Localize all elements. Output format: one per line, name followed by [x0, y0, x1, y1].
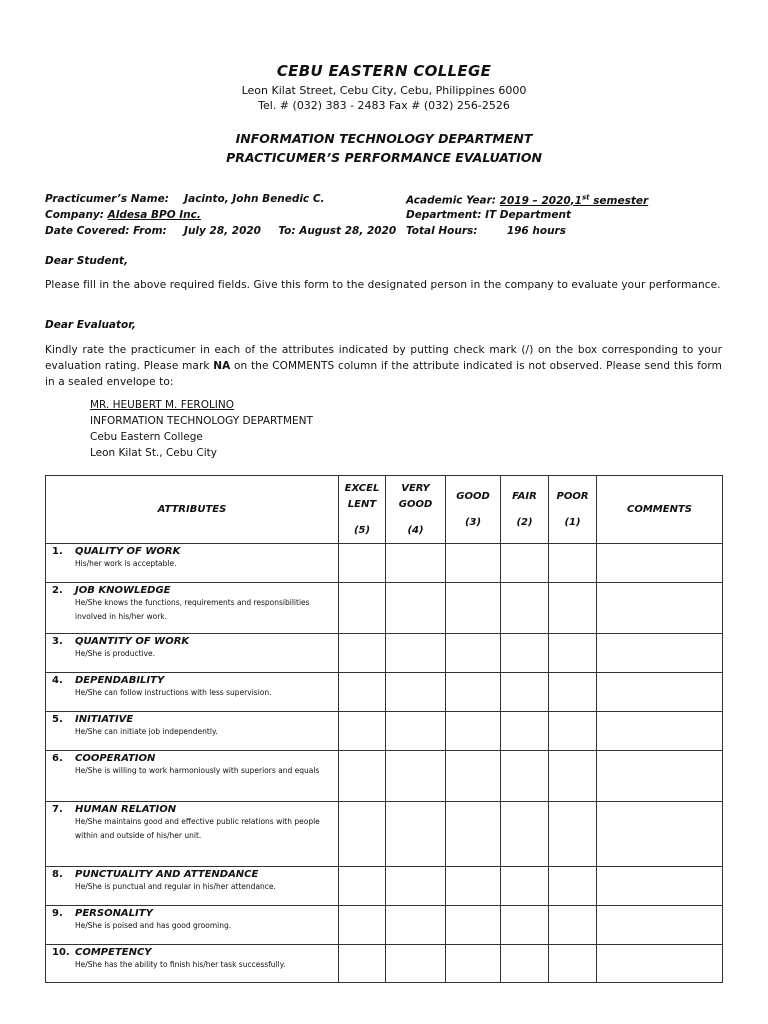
table-row	[46, 712, 723, 751]
dear-student: Dear Student,	[45, 255, 128, 267]
name-label: Practicumer’s Name:	[45, 193, 169, 205]
attribute-name: PERSONALITY	[75, 908, 153, 919]
attribute-number: 4.	[52, 675, 63, 686]
recipient-line2: INFORMATION TECHNOLOGY DEPARTMENT	[90, 415, 313, 427]
rating-checkbox-1[interactable]	[549, 634, 597, 673]
year-value: 2019 – 2020,1st semester	[499, 193, 649, 207]
attribute-name: PUNCTUALITY AND ATTENDANCE	[75, 869, 259, 880]
rating-checkbox-4[interactable]	[386, 751, 446, 802]
table-row	[46, 906, 723, 945]
rating-checkbox-1[interactable]	[549, 906, 597, 945]
rating-header-5: EXCEL LENT (5)	[339, 476, 386, 544]
attribute-number: 3.	[52, 636, 63, 647]
attribute-title	[52, 869, 334, 880]
attribute-name: COMPETENCY	[75, 947, 152, 958]
recipient-address	[90, 397, 313, 461]
dear-evaluator: Dear Evaluator,	[45, 319, 136, 331]
comments-header: COMMENTS	[597, 476, 723, 544]
recipient-line3: Cebu Eastern College	[90, 431, 203, 443]
attribute-number: 10.	[52, 947, 70, 958]
rating-checkbox-5[interactable]	[339, 634, 386, 673]
date-from: July 28, 2020	[184, 225, 261, 237]
comments-cell[interactable]	[597, 802, 723, 867]
date-to-label: To:	[278, 225, 296, 237]
table-row	[46, 673, 723, 712]
rating-checkbox-1[interactable]	[549, 544, 597, 583]
department-heading: INFORMATION TECHNOLOGY DEPARTMENT	[235, 131, 533, 146]
rating-checkbox-4[interactable]	[386, 583, 446, 634]
comments-cell[interactable]	[597, 673, 723, 712]
rating-checkbox-4[interactable]	[386, 544, 446, 583]
attribute-number: 2.	[52, 585, 63, 596]
college-address: Leon Kilat Street, Cebu City, Cebu, Philippines 6000	[241, 84, 527, 97]
rating-checkbox-2[interactable]	[501, 583, 549, 634]
company-line	[45, 209, 201, 221]
attribute-cell	[46, 583, 339, 634]
rating-checkbox-3[interactable]	[446, 544, 501, 583]
rating-checkbox-2[interactable]	[501, 544, 549, 583]
college-contact: Tel. # (032) 383 - 2483 Fax # (032) 256-2526	[258, 99, 510, 112]
date-covered-line	[45, 225, 396, 237]
table-header-row	[46, 476, 723, 544]
rating-checkbox-1[interactable]	[549, 751, 597, 802]
comments-cell[interactable]	[597, 583, 723, 634]
rating-checkbox-3[interactable]	[446, 712, 501, 751]
attribute-name: QUANTITY OF WORK	[75, 636, 190, 647]
practicumer-name-line	[45, 193, 325, 205]
table-row	[46, 867, 723, 906]
table-row	[46, 945, 723, 983]
attribute-description: His/her work is acceptable.	[75, 559, 177, 568]
comments-cell[interactable]	[597, 712, 723, 751]
rating-checkbox-5[interactable]	[339, 712, 386, 751]
attribute-description: He/She can follow instructions with less supervision.	[75, 688, 272, 697]
rating-header-1: POOR (1)	[549, 476, 597, 544]
attribute-number: 5.	[52, 714, 63, 725]
student-instructions: Please fill in the above required fields. Give this form to the designated person in the company to evaluate your performance.	[45, 279, 721, 291]
rating-checkbox-4[interactable]	[386, 634, 446, 673]
department-label: Department:	[406, 209, 482, 221]
form-title: PRACTICUMER’S PERFORMANCE EVALUATION	[226, 150, 542, 165]
rating-checkbox-3[interactable]	[446, 634, 501, 673]
rating-checkbox-2[interactable]	[501, 712, 549, 751]
attribute-title	[52, 714, 334, 725]
attribute-number: 7.	[52, 804, 63, 815]
attribute-title	[52, 546, 334, 557]
attribute-description: He/She is punctual and regular in his/her attendance.	[75, 882, 276, 891]
table-row	[46, 802, 723, 867]
rating-checkbox-2[interactable]	[501, 867, 549, 906]
rating-checkbox-4[interactable]	[386, 802, 446, 867]
name-value: Jacinto, John Benedic C.	[184, 193, 325, 205]
year-label: Academic Year:	[406, 194, 497, 207]
comments-cell[interactable]	[597, 945, 723, 983]
rating-checkbox-4[interactable]	[386, 673, 446, 712]
total-hours-line	[406, 225, 566, 237]
rating-checkbox-1[interactable]	[549, 945, 597, 983]
attribute-number: 8.	[52, 869, 63, 880]
attribute-name: JOB KNOWLEDGE	[75, 585, 171, 596]
attribute-cell	[46, 906, 339, 945]
attribute-description: He/She is willing to work harmoniously with superiors and equals	[75, 766, 320, 775]
company-value: Aldesa BPO Inc.	[107, 209, 201, 221]
department-line	[406, 209, 571, 221]
attribute-cell	[46, 945, 339, 983]
attribute-title	[52, 636, 334, 647]
rating-checkbox-3[interactable]	[446, 867, 501, 906]
attribute-title	[52, 675, 334, 686]
rating-checkbox-2[interactable]	[501, 673, 549, 712]
academic-year-line	[406, 193, 648, 207]
evaluator-instructions: Kindly rate the practicumer in each of the attributes indicated by putting check mark (/) on the box corresponding to your evaluation rating. Please mark NA on the COMMENTS column if the attribute indicated is not observed. Please send this form in a sealed envelope to:	[45, 344, 722, 388]
na-mark: NA	[213, 360, 231, 372]
hours-label: Total Hours:	[406, 225, 478, 237]
attribute-cell	[46, 867, 339, 906]
rating-checkbox-1[interactable]	[549, 673, 597, 712]
rating-checkbox-1[interactable]	[549, 802, 597, 867]
rating-checkbox-5[interactable]	[339, 673, 386, 712]
comments-cell[interactable]	[597, 544, 723, 583]
attribute-name: COOPERATION	[75, 753, 156, 764]
date-label: Date Covered: From:	[45, 225, 167, 237]
attribute-description: He/She is productive.	[75, 649, 156, 658]
attribute-description: He/She has the ability to finish his/her task successfully.	[75, 960, 286, 969]
attribute-cell	[46, 751, 339, 802]
rating-header-4: VERY GOOD (4)	[386, 476, 446, 544]
rating-checkbox-5[interactable]	[339, 906, 386, 945]
rating-checkbox-5[interactable]	[339, 945, 386, 983]
attribute-number: 6.	[52, 753, 63, 764]
attribute-cell	[46, 544, 339, 583]
rating-checkbox-4[interactable]	[386, 712, 446, 751]
attribute-cell	[46, 673, 339, 712]
attribute-title	[52, 947, 334, 958]
recipient-line4: Leon Kilat St., Cebu City	[90, 447, 217, 459]
attribute-description: He/She is poised and has good grooming.	[75, 921, 232, 930]
table-row	[46, 634, 723, 673]
rating-checkbox-5[interactable]	[339, 867, 386, 906]
company-label: Company:	[45, 209, 104, 221]
attribute-name: DEPENDABILITY	[75, 675, 165, 686]
comments-cell[interactable]	[597, 867, 723, 906]
rating-checkbox-3[interactable]	[446, 906, 501, 945]
rating-checkbox-3[interactable]	[446, 751, 501, 802]
rating-checkbox-5[interactable]	[339, 802, 386, 867]
attribute-number: 9.	[52, 908, 63, 919]
department-value: IT Department	[485, 209, 571, 221]
attribute-description: He/She knows the functions, requirements and responsibilities involved in his/her work.	[75, 598, 310, 621]
rating-checkbox-3[interactable]	[446, 802, 501, 867]
date-to: August 28, 2020	[299, 225, 397, 237]
rating-checkbox-4[interactable]	[386, 867, 446, 906]
attribute-number: 1.	[52, 546, 63, 557]
attribute-cell	[46, 634, 339, 673]
comments-cell[interactable]	[597, 906, 723, 945]
rating-checkbox-2[interactable]	[501, 634, 549, 673]
comments-cell[interactable]	[597, 634, 723, 673]
rating-checkbox-2[interactable]	[501, 945, 549, 983]
table-row	[46, 544, 723, 583]
attribute-name: QUALITY OF WORK	[75, 546, 181, 557]
attribute-description: He/She maintains good and effective public relations with people within and outside of his/her unit.	[75, 817, 320, 840]
rating-checkbox-2[interactable]	[501, 906, 549, 945]
rating-checkbox-3[interactable]	[446, 673, 501, 712]
attribute-name: INITIATIVE	[75, 714, 134, 725]
attribute-name: HUMAN RELATION	[75, 804, 177, 815]
rating-checkbox-1[interactable]	[549, 867, 597, 906]
table-row	[46, 751, 723, 802]
hours-value: 196 hours	[506, 225, 566, 237]
rating-header-2: FAIR (2)	[501, 476, 549, 544]
rating-checkbox-4[interactable]	[386, 906, 446, 945]
college-name: CEBU EASTERN COLLEGE	[276, 62, 492, 80]
attribute-description: He/She can initiate job independently.	[75, 727, 218, 736]
rating-checkbox-3[interactable]	[446, 945, 501, 983]
attribute-cell	[46, 712, 339, 751]
rating-checkbox-2[interactable]	[501, 751, 549, 802]
rating-checkbox-1[interactable]	[549, 712, 597, 751]
attribute-title	[52, 585, 334, 596]
comments-cell[interactable]	[597, 751, 723, 802]
attribute-title	[52, 753, 334, 764]
attribute-cell	[46, 802, 339, 867]
rating-checkbox-5[interactable]	[339, 544, 386, 583]
recipient-name: MR. HEUBERT M. FEROLINO	[90, 399, 235, 411]
rating-checkbox-5[interactable]	[339, 751, 386, 802]
rating-checkbox-2[interactable]	[501, 802, 549, 867]
table-row	[46, 583, 723, 634]
rating-checkbox-3[interactable]	[446, 583, 501, 634]
evaluation-table	[45, 475, 723, 983]
attributes-header: ATTRIBUTES	[46, 476, 339, 544]
rating-header-3: GOOD (3)	[446, 476, 501, 544]
rating-checkbox-4[interactable]	[386, 945, 446, 983]
rating-checkbox-5[interactable]	[339, 583, 386, 634]
attribute-title	[52, 908, 334, 919]
rating-checkbox-1[interactable]	[549, 583, 597, 634]
attribute-title	[52, 804, 334, 815]
